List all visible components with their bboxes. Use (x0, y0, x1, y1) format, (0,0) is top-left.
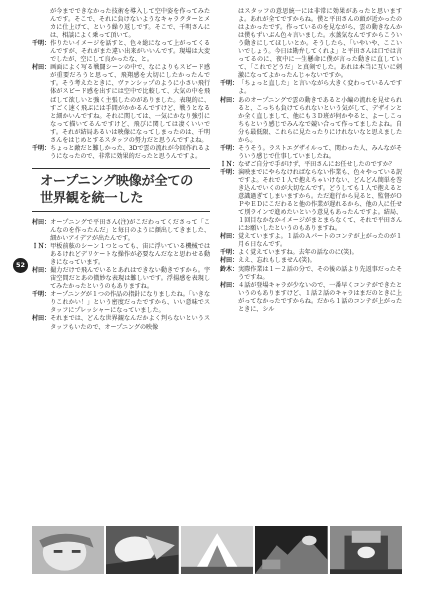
dialogue-text: オープニングで平田さん(注)がこだわってくださって「こんなのを作ったんだ」と毎日のように顔出してきました、細かいアイデアが出たんです。 (50, 218, 210, 242)
dialogue-line (32, 267, 210, 291)
dialogue-line (220, 257, 402, 265)
speaker-label: 村田： (220, 233, 239, 241)
anime-still-thumbnail (330, 526, 402, 574)
speaker-label: 千明： (32, 40, 51, 48)
dialogue-text: 作りたいイメージを話すと、色々総になって上がってくるんですが、それがまた違い出来がいいんです。現場は大変でしたが、空にして良かったな、と。 (50, 40, 210, 64)
dialogue-line (32, 315, 210, 331)
speaker-label: 村田： (220, 281, 239, 289)
dialogue-line (220, 282, 402, 314)
dialogue-text: それまでは、どんな世界観なんだかよく判らないというスタッフもいたので、オープニングの映像 (50, 315, 210, 331)
dialogue-line (32, 243, 210, 267)
dialogue-line (220, 8, 402, 80)
speaker-label: 村田： (32, 218, 51, 226)
dialogue-text: ４話が登場キャラが少ないので、一番早くコンテができたというのもありますけど、１話２話のキャラはまだのときに上がってなかったですからね。だから１話のコンテが上がったときに、シル (238, 281, 402, 313)
section-heading (32, 168, 210, 212)
dialogue-line (32, 64, 210, 144)
dialogue-text: よく覚えていますね。去年の話なのに(笑)。 (238, 249, 358, 257)
screenshot-strip (32, 526, 402, 574)
dialogue-text: 覚えていますよ。１話のＡパートのコンテが上がったのが１月６日なんです。 (238, 233, 402, 249)
section-title: オープニング映像が全ての 世界観を統一した (40, 173, 194, 206)
speaker-label: 千明： (32, 291, 51, 299)
anime-still-thumbnail (255, 526, 327, 574)
dialogue-line (220, 266, 402, 282)
anime-still-thumbnail (106, 526, 178, 574)
speaker-label: 千明： (220, 249, 239, 257)
dialogue-text: 画面によく写る戦闘シーンの中で、なによりもスピード感が重要だろうと思って、飛翔感を大切にしたかったんです。そう考えたときに、ヴァンシップのように小さい飛行体がスピード感を出すには空中で比較して、大気の中を飛ばして欲しいと強く主張したのがありました。表現的に、すごく速く飛ぶには手間がかかるんですけど、戦うとなると細かいんですね。それに関しては、一気にかなり強引になって描いてるんですけど、飛びに関しては凄くいいです。それが結局あるいは映像になってしまったのは、千明さんをはじめとするスタッフの努力だと思うんですよね。 (50, 64, 210, 144)
left-column (32, 8, 210, 332)
dialogue-line (32, 8, 210, 40)
dialogue-text: 演映までにやらなければならない作業も、色々やっている訳ですよ。それで１人で抱えちゃいけない、どんどん簡単を巻き込んでいくのが大切なんです。どうしても１人で抱えると意識過ぎてしまいますから。ただ進行から見ると、監督がＯＰやＥＤにこだわると他の作業が遅れるから、他の人に任せて別ラインで進めたいという意見もあったんですよ。結局、１回目なかなかイメージがまとまらなくて、それで平田さんにお願いしたというのもありますね。 (238, 168, 402, 233)
anime-still-thumbnail (181, 526, 253, 574)
dialogue-line (32, 40, 210, 64)
speaker-label: 村田： (32, 267, 51, 275)
speaker-label: 千明： (220, 144, 239, 152)
dialogue-text: 「ちょっと直した」と言いながら大きく変わっているんですよ。 (238, 80, 402, 96)
dialogue-text: はスタッフの意思統一には非常に効果があったと思いますよ。あれが全てですからね。僕と平田さんの頭が近かったのはよかったです。作っているのを見ながら、雲の動きなんかは僕もずいぶん色々言いました。水蒸気なんですからこういう動きにしてほしいとか。そうしたら、「いやいや、ここいいでしょう。今日は勘弁してくれよ」と平田さんは口では言ってるのに、夜中に一生懸命に僕が言った動きに直していて、「これでどうだ」と真剣でした。あれは本当に互いに刺激になってよかったんじゃないですか。 (238, 8, 402, 80)
speaker-label (220, 8, 238, 80)
speaker-label: 鈴木： (220, 265, 239, 273)
anime-still-thumbnail (32, 526, 104, 574)
dialogue-text: なぜご自分で手がけず、平田さんにお任せしたのですか？ (238, 160, 395, 168)
dialogue-line (220, 80, 402, 96)
speaker-label: 千明： (220, 80, 239, 88)
speaker-label: ＩＮ： (220, 160, 239, 168)
dialogue-line (220, 233, 402, 249)
dialogue-text: 実際作業は１～２話の分で、その後の話より先返事だったそうですね。 (238, 265, 402, 281)
dialogue-line (32, 145, 210, 161)
dialogue-text: ええ、忘れもしません(笑)。 (238, 257, 316, 265)
dialogue-line (32, 219, 210, 243)
dialogue-line (220, 97, 402, 145)
dialogue-text: オープニングが１つの作品の指針になりましたね。「いきなりこれかい！」という密度だったですから、いい意味でスタッフにプレッシャーになっていました。 (50, 291, 210, 315)
page-number-badge: 52 (13, 258, 28, 273)
speaker-label: 村田： (220, 96, 239, 104)
dialogue-text: ちょっと敵だと難しかった、3Dで雲の流れが今回作れるようになったので、非常に効果的だったと思うんですよ。 (50, 144, 210, 160)
speaker-label (32, 8, 50, 40)
speaker-label: 千明： (220, 168, 239, 176)
dialogue-text: 撮力だけで飛んでいるとあれはできない動きですから。宇宙空間だとあの微妙な表現は難しいです。浮揚感を表現してみたかったというのもありますね。 (50, 267, 210, 291)
speaker-label: 村田： (32, 315, 51, 323)
dialogue-text: 甲板前舷のシーン１つとっても、宙に浮いている機械ではあるけれどデリケートな操作が必要なんだなと思わせる動きになっています。 (50, 243, 210, 267)
dialogue-line (220, 169, 402, 233)
dialogue-line (32, 291, 210, 315)
dialogue-text: あのオープニングで雲の動きであると小編の流れを見せられると、こっちも負けてられないという気がして、デザインとか全く直しまして、他にも３Ｄ班が何かやると、よーしこっちもという感じでみんなで競い合って作ってましたよね。自分も最低限、これらに見たったりにけれないなと思えましたから。 (238, 96, 402, 144)
speaker-label: 千明： (32, 144, 51, 152)
speaker-label: 村田： (32, 64, 51, 72)
dialogue-text: が今までできなかった技術を導入して空中姿を作ってみたんです。そこで、それに負けないようなキャラクターとメカに仕上げて、という繰り返しです。そこで、千明さんには、相談によく乗って頂いて。 (50, 8, 210, 40)
dialogue-text: そうそう。ラストエグザイルって、関わった人、みんながそういう感じで仕事していましたね。 (238, 144, 402, 160)
speaker-label: 村田： (220, 257, 239, 265)
right-column (220, 8, 402, 314)
speaker-label: ＩＮ： (32, 243, 51, 251)
dialogue-line (220, 145, 402, 161)
dialogue-line (220, 161, 402, 169)
